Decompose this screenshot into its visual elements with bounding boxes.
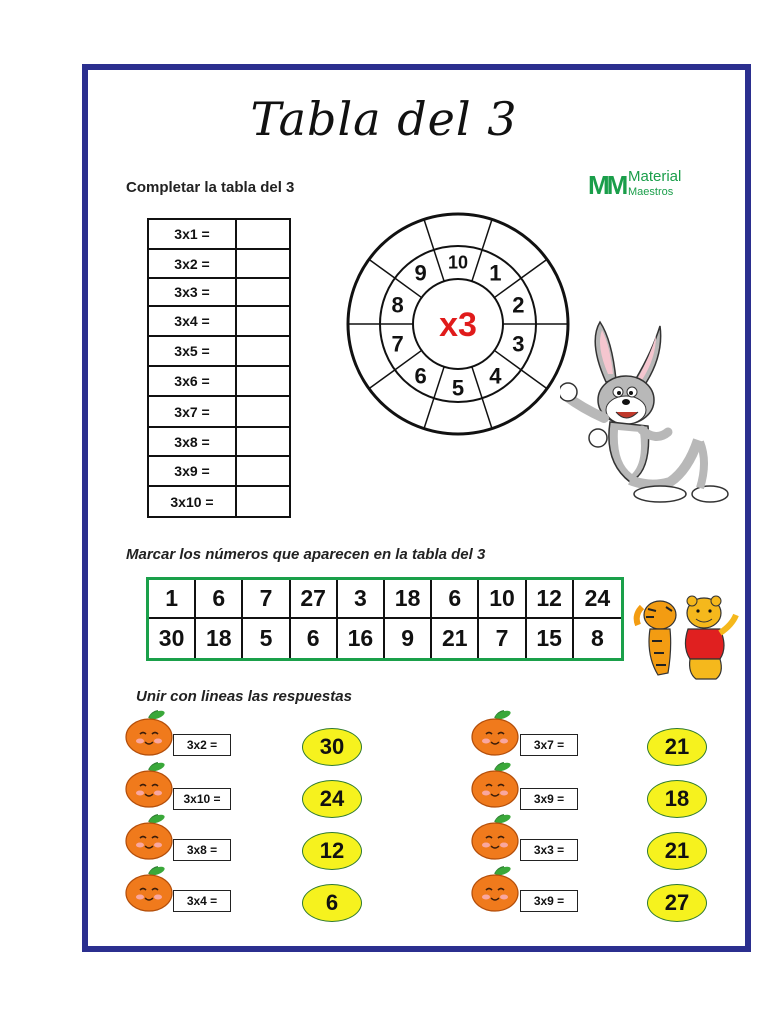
table-row bbox=[148, 456, 290, 486]
wheel-spoke bbox=[424, 219, 434, 249]
table-row bbox=[148, 249, 290, 278]
number-cell[interactable]: 6 bbox=[432, 580, 479, 619]
answer-cell[interactable] bbox=[236, 486, 290, 517]
orange-icon bbox=[470, 814, 520, 860]
number-grid bbox=[146, 577, 624, 661]
wheel-spoke bbox=[434, 250, 444, 281]
orange-icon bbox=[124, 866, 174, 912]
answer-oval[interactable]: 6 bbox=[302, 884, 362, 922]
pooh-tigger-illustration bbox=[632, 585, 740, 685]
number-cell[interactable]: 27 bbox=[291, 580, 338, 619]
table-row bbox=[148, 336, 290, 366]
answer-cell[interactable] bbox=[236, 427, 290, 456]
section3-heading: Unir con lineas las respuestas bbox=[136, 688, 352, 705]
wheel-spoke bbox=[472, 367, 482, 398]
wheel-center-label: x3 bbox=[439, 306, 477, 344]
material-maestros-logo bbox=[588, 168, 708, 204]
row-expression: 3x10 = bbox=[148, 486, 236, 517]
wheel-spoke bbox=[482, 219, 492, 249]
wheel-spoke bbox=[521, 259, 547, 278]
wheel-number: 8 bbox=[391, 292, 404, 318]
wheel-spoke bbox=[434, 367, 444, 398]
number-cell[interactable]: 5 bbox=[243, 619, 290, 658]
orange-icon bbox=[124, 762, 174, 808]
logo-line2: Maestros bbox=[628, 186, 674, 198]
number-cell[interactable]: 1 bbox=[149, 580, 196, 619]
orange-icon bbox=[124, 710, 174, 756]
number-cell[interactable]: 6 bbox=[196, 580, 243, 619]
answer-cell[interactable] bbox=[236, 249, 290, 278]
logo-line1: Material bbox=[628, 168, 682, 185]
answer-cell[interactable] bbox=[236, 396, 290, 427]
answer-oval[interactable]: 18 bbox=[647, 780, 707, 818]
table-row bbox=[148, 306, 290, 336]
wheel-spoke bbox=[424, 398, 434, 428]
wheel-spoke bbox=[482, 398, 492, 428]
orange-icon bbox=[124, 814, 174, 860]
answer-oval[interactable]: 27 bbox=[647, 884, 707, 922]
row-expression: 3x8 = bbox=[148, 427, 236, 456]
answer-oval[interactable]: 24 bbox=[302, 780, 362, 818]
wheel-number: 9 bbox=[414, 260, 427, 286]
number-cell[interactable]: 10 bbox=[479, 580, 526, 619]
wheel-number: 6 bbox=[414, 363, 427, 389]
number-cell[interactable]: 15 bbox=[527, 619, 574, 658]
bunny-illustration bbox=[560, 312, 730, 512]
number-cell[interactable]: 7 bbox=[479, 619, 526, 658]
wheel-spoke bbox=[369, 259, 395, 278]
expression-box[interactable]: 3x9 = bbox=[520, 890, 578, 912]
wheel-number: 2 bbox=[512, 292, 525, 318]
row-expression: 3x9 = bbox=[148, 456, 236, 486]
expression-box[interactable]: 3x4 = bbox=[173, 890, 231, 912]
orange-icon bbox=[470, 762, 520, 808]
page-title: Tabla del 3 bbox=[250, 92, 518, 146]
number-cell[interactable]: 18 bbox=[196, 619, 243, 658]
wheel-number: 7 bbox=[391, 331, 404, 357]
table-row bbox=[148, 219, 290, 249]
answer-cell[interactable] bbox=[236, 456, 290, 486]
row-expression: 3x6 = bbox=[148, 366, 236, 396]
wheel-spoke bbox=[472, 250, 482, 281]
answer-oval[interactable]: 12 bbox=[302, 832, 362, 870]
number-cell[interactable]: 3 bbox=[338, 580, 385, 619]
wheel-number: 3 bbox=[512, 331, 525, 357]
expression-box[interactable]: 3x10 = bbox=[173, 788, 231, 810]
answer-oval[interactable]: 21 bbox=[647, 832, 707, 870]
answer-cell[interactable] bbox=[236, 219, 290, 249]
section2-heading: Marcar los números que aparecen en la tabla del 3 bbox=[126, 546, 486, 563]
section1-heading: Completar la tabla del 3 bbox=[126, 179, 295, 196]
table-row bbox=[148, 278, 290, 306]
number-cell[interactable]: 21 bbox=[432, 619, 479, 658]
number-cell[interactable]: 7 bbox=[243, 580, 290, 619]
number-cell[interactable]: 6 bbox=[291, 619, 338, 658]
table-row bbox=[148, 486, 290, 517]
table-row bbox=[148, 396, 290, 427]
wheel-number: 4 bbox=[489, 363, 502, 389]
answer-oval[interactable]: 21 bbox=[647, 728, 707, 766]
row-expression: 3x3 = bbox=[148, 278, 236, 306]
answer-cell[interactable] bbox=[236, 336, 290, 366]
row-expression: 3x2 = bbox=[148, 249, 236, 278]
expression-box[interactable]: 3x9 = bbox=[520, 788, 578, 810]
row-expression: 3x5 = bbox=[148, 336, 236, 366]
answer-cell[interactable] bbox=[236, 278, 290, 306]
table-row bbox=[148, 427, 290, 456]
wheel-spoke bbox=[521, 370, 547, 389]
orange-icon bbox=[470, 710, 520, 756]
logo-mark: MM bbox=[588, 170, 626, 200]
orange-icon bbox=[470, 866, 520, 912]
expression-box[interactable]: 3x2 = bbox=[173, 734, 231, 756]
number-cell[interactable]: 16 bbox=[338, 619, 385, 658]
row-expression: 3x7 = bbox=[148, 396, 236, 427]
number-cell[interactable]: 30 bbox=[149, 619, 196, 658]
answer-oval[interactable]: 30 bbox=[302, 728, 362, 766]
answer-cell[interactable] bbox=[236, 366, 290, 396]
wheel-number: 1 bbox=[489, 260, 502, 286]
number-cell[interactable]: 18 bbox=[385, 580, 432, 619]
number-cell[interactable]: 12 bbox=[527, 580, 574, 619]
number-cell[interactable]: 8 bbox=[591, 625, 604, 651]
multiplication-wheel bbox=[338, 210, 578, 438]
wheel-spoke bbox=[369, 370, 395, 389]
wheel-number: 10 bbox=[447, 252, 469, 273]
multiplication-table bbox=[147, 218, 291, 518]
number-cell[interactable]: 9 bbox=[385, 619, 432, 658]
row-expression: 3x4 = bbox=[148, 306, 236, 336]
expression-box[interactable]: 3x8 = bbox=[173, 839, 231, 861]
answer-cell[interactable] bbox=[236, 306, 290, 336]
expression-box[interactable]: 3x7 = bbox=[520, 734, 578, 756]
expression-box[interactable]: 3x3 = bbox=[520, 839, 578, 861]
number-cell[interactable]: 24 bbox=[574, 580, 621, 619]
table-row bbox=[148, 366, 290, 396]
row-expression: 3x1 = bbox=[148, 219, 236, 249]
wheel-number: 5 bbox=[451, 375, 465, 401]
